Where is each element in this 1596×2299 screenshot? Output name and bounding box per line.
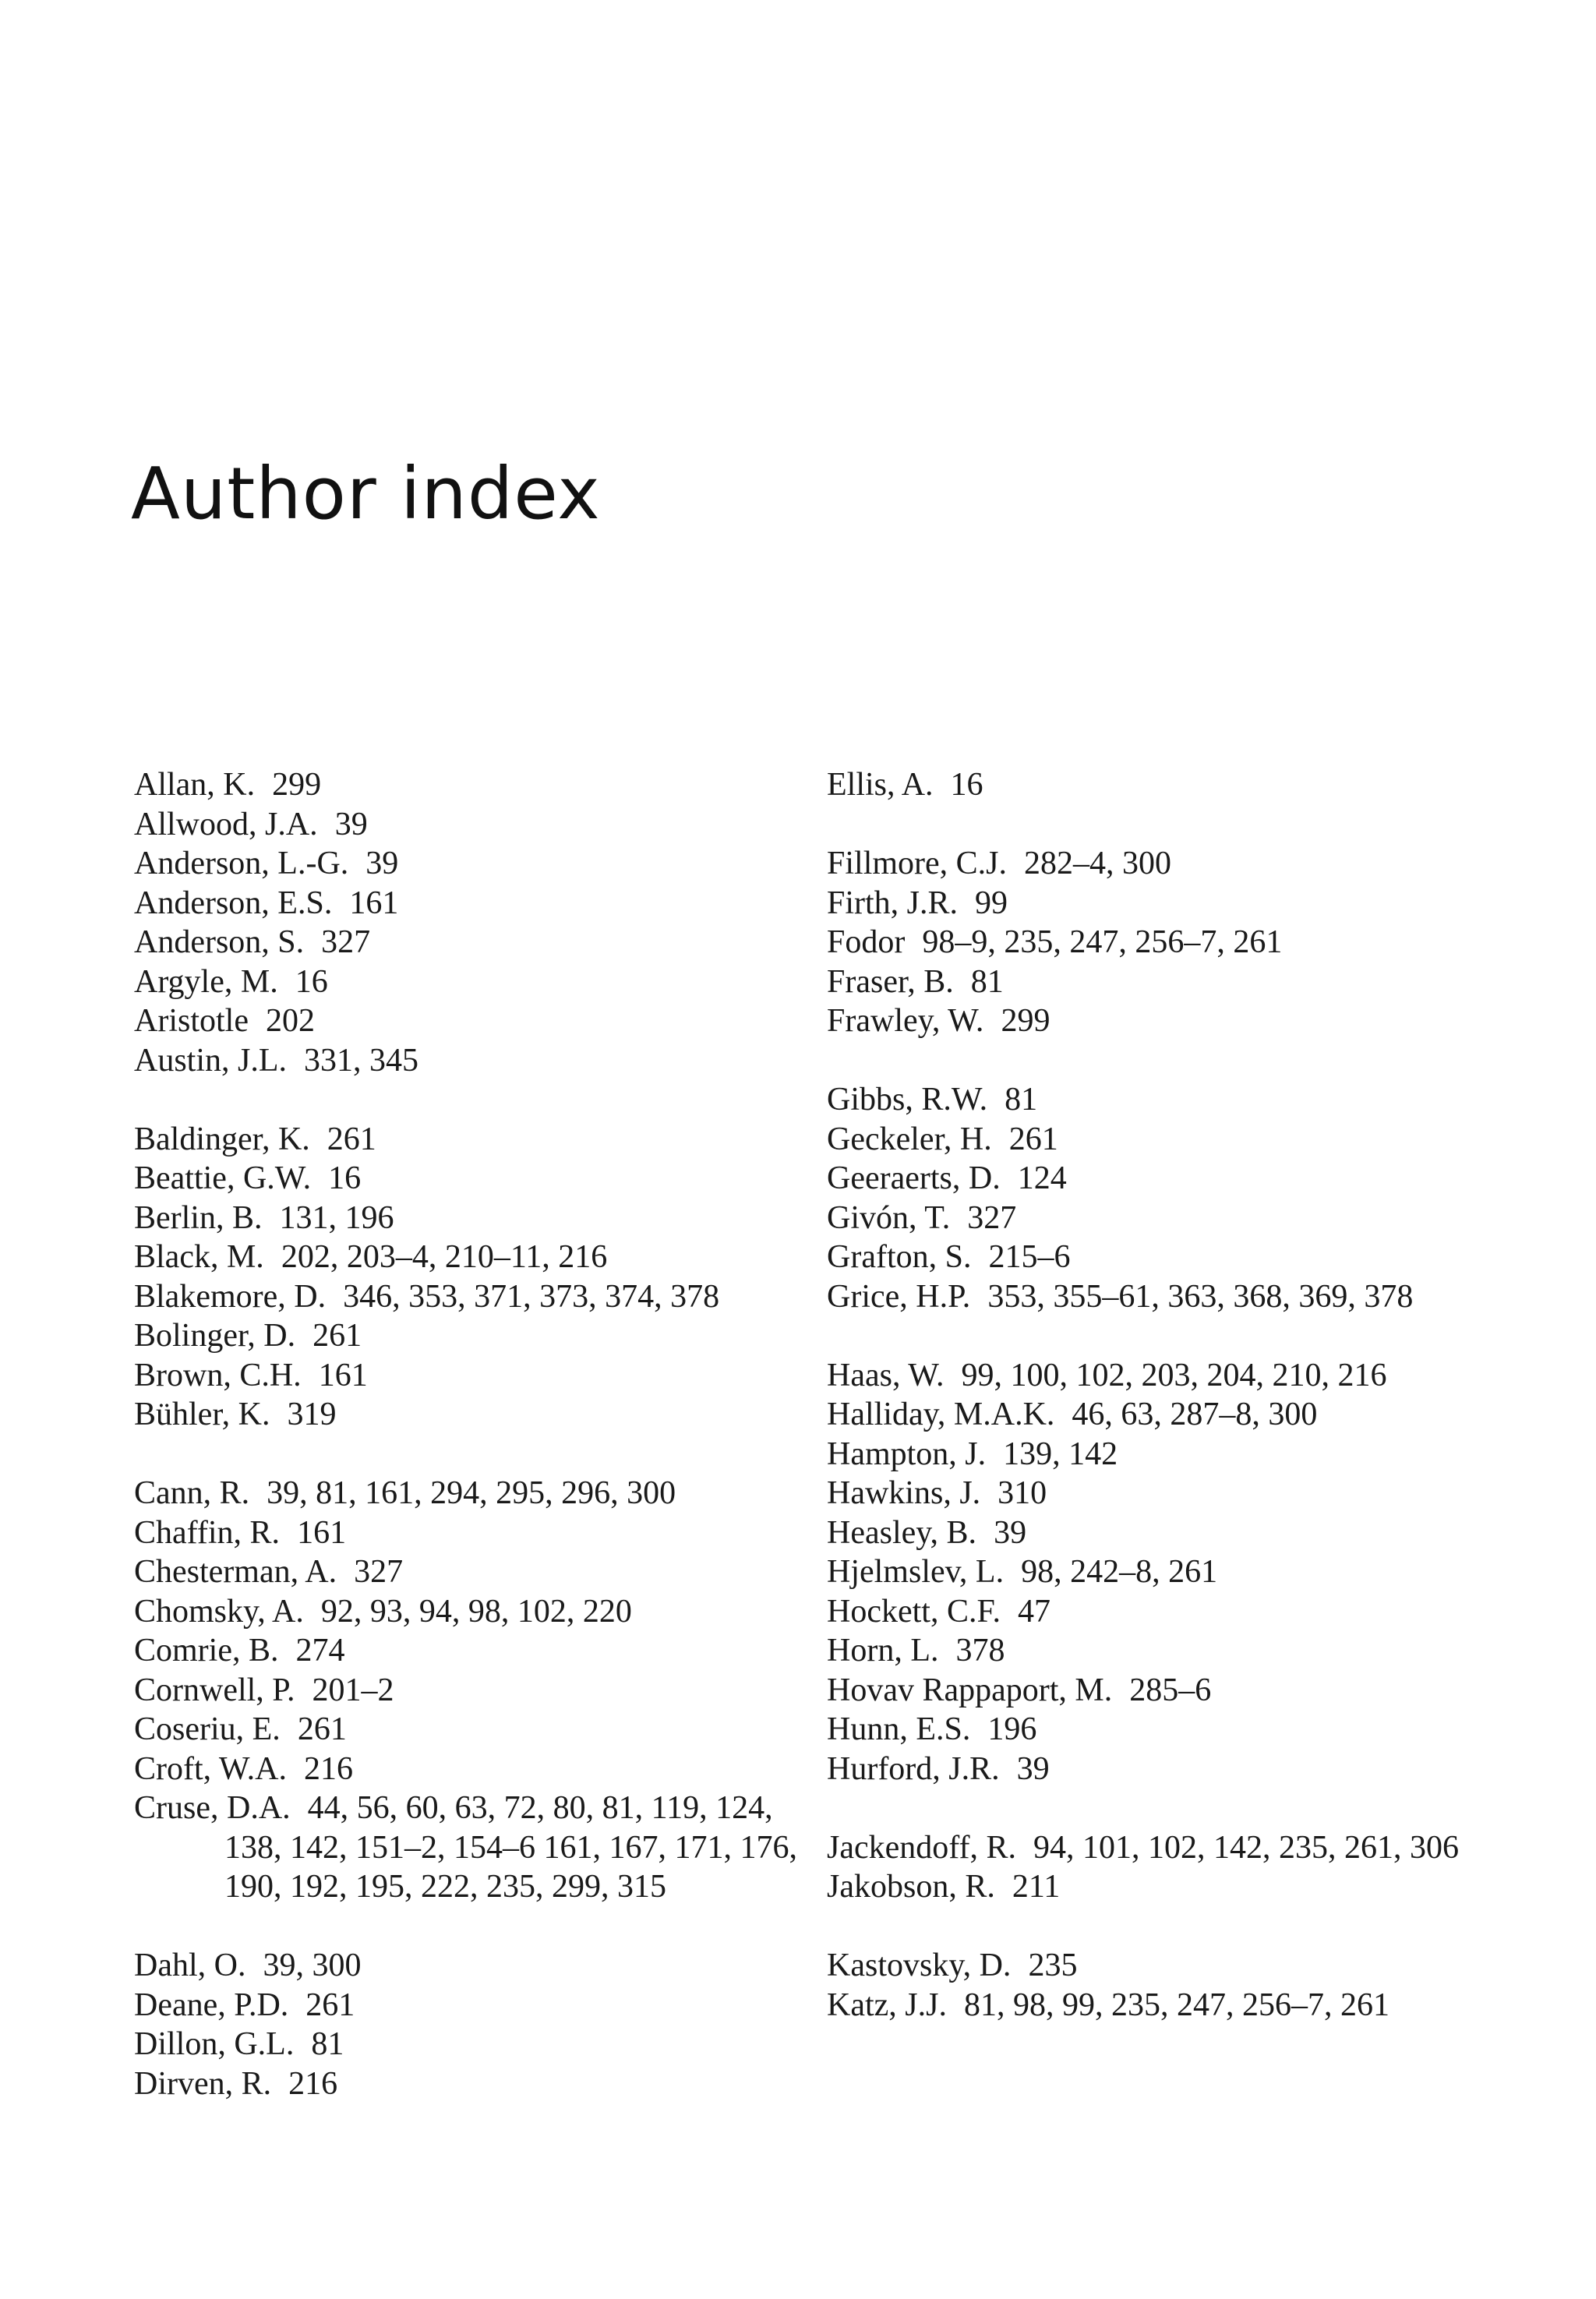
author-name: Blakemore, D. <box>134 1278 327 1315</box>
author-name: Chesterman, A. <box>134 1554 337 1590</box>
index-entry <box>134 1120 804 1160</box>
index-entry <box>827 1592 1528 1632</box>
page-references: 196 <box>987 1711 1037 1747</box>
index-entry <box>827 1199 1528 1238</box>
index-entry <box>134 1710 804 1750</box>
index-entry <box>134 1513 804 1553</box>
page-references: 39, 81, 161, 294, 295, 296, 300 <box>267 1475 676 1511</box>
index-column-right <box>827 765 1528 2064</box>
page-references: 274 <box>295 1633 345 1669</box>
index-entry <box>134 1041 804 1081</box>
index-entry <box>827 1120 1528 1160</box>
author-name: Argyle, M. <box>134 963 278 1000</box>
page-references: 353, 355–61, 363, 368, 369, 378 <box>987 1278 1414 1315</box>
index-entry <box>827 1671 1528 1711</box>
index-entry <box>827 1474 1528 1513</box>
page-references: 211 <box>1012 1869 1061 1905</box>
author-name: Jakobson, R. <box>827 1869 995 1905</box>
page-references: 299 <box>1001 1003 1050 1039</box>
letter-group <box>827 1356 1528 1789</box>
author-name: Allan, K. <box>134 767 256 803</box>
author-name: Black, M. <box>134 1239 264 1275</box>
author-name: Gibbs, R.W. <box>827 1082 988 1118</box>
author-name: Hampton, J. <box>827 1436 987 1472</box>
page-references: 39 <box>334 806 368 842</box>
page-references: 327 <box>967 1199 1017 1236</box>
page-references: 81 <box>311 2026 344 2062</box>
index-entry <box>827 1356 1528 1396</box>
author-name: Hovav Rappaport, M. <box>827 1672 1113 1708</box>
author-name: Austin, J.L. <box>134 1042 288 1079</box>
index-entry <box>134 1986 804 2025</box>
author-name: Grice, H.P. <box>827 1278 971 1315</box>
author-name: Cornwell, P. <box>134 1672 295 1708</box>
index-entry <box>134 1356 804 1396</box>
page-references: 39, 300 <box>263 1948 362 1983</box>
author-name: Hockett, C.F. <box>827 1593 1001 1630</box>
author-name: Dillon, G.L. <box>134 2026 295 2062</box>
author-name: Horn, L. <box>827 1633 939 1669</box>
page-references: 346, 353, 371, 373, 374, 378 <box>343 1278 720 1315</box>
page-references: 161 <box>297 1514 347 1551</box>
index-entry <box>134 1671 804 1711</box>
index-entry <box>134 2064 804 2104</box>
author-name: Hawkins, J. <box>827 1475 981 1511</box>
index-entry <box>827 1238 1528 1277</box>
letter-group <box>827 844 1528 1041</box>
page-references: 39 <box>994 1514 1027 1551</box>
author-name: Hjelmslev, L. <box>827 1554 1005 1590</box>
index-entry <box>134 765 804 805</box>
page-references: 319 <box>287 1397 337 1432</box>
author-name: Chaffin, R. <box>134 1514 281 1551</box>
index-entry <box>827 884 1528 923</box>
index-entry <box>134 1631 804 1671</box>
page-references: 16 <box>950 767 983 803</box>
page-references: 261 <box>305 1986 355 2023</box>
index-entry <box>827 1986 1528 2025</box>
index-entry <box>827 1435 1528 1474</box>
index-entry <box>134 1316 804 1356</box>
author-name: Kastovsky, D. <box>827 1948 1012 1983</box>
author-name: Halliday, M.A.K. <box>827 1397 1055 1432</box>
author-name: Baldinger, K. <box>134 1121 310 1157</box>
page-title: Author index <box>131 452 601 535</box>
page-references: 216 <box>288 2065 338 2102</box>
page-references: 261 <box>1008 1121 1058 1157</box>
author-name: Frawley, W. <box>827 1003 984 1039</box>
author-name: Bühler, K. <box>134 1397 270 1432</box>
page-references: 81, 98, 99, 235, 247, 256–7, 261 <box>963 1986 1389 2023</box>
page-references: 282–4, 300 <box>1024 846 1172 881</box>
page-references: 299 <box>272 767 322 803</box>
letter-group <box>134 765 804 1080</box>
index-column-left <box>134 765 804 2143</box>
index-entry <box>134 1159 804 1199</box>
index-entry <box>827 1946 1528 1986</box>
author-name: Geckeler, H. <box>827 1121 992 1157</box>
author-name: Beattie, G.W. <box>134 1160 312 1196</box>
page-references: 139, 142 <box>1003 1436 1118 1472</box>
index-entry <box>134 1474 804 1513</box>
author-name: Hurford, J.R. <box>827 1750 1000 1787</box>
index-entry <box>827 1395 1528 1435</box>
index-entry <box>827 923 1528 962</box>
author-name: Bolinger, D. <box>134 1318 296 1354</box>
author-name: Croft, W.A. <box>134 1750 288 1787</box>
author-name: Aristotle <box>134 1003 249 1039</box>
index-entry <box>134 962 804 1002</box>
author-name: Katz, J.J. <box>827 1986 947 2023</box>
index-entry <box>134 1199 804 1238</box>
page-references: 92, 93, 94, 98, 102, 220 <box>320 1593 632 1630</box>
author-name: Anderson, L.-G. <box>134 846 349 881</box>
page-references: 98, 242–8, 261 <box>1021 1554 1218 1590</box>
page-references: 81 <box>1005 1082 1038 1118</box>
index-entry <box>827 1710 1528 1750</box>
index-entry <box>827 765 1528 805</box>
page-references: 331, 345 <box>304 1042 419 1079</box>
page-references: 202, 203–4, 210–11, 216 <box>281 1239 608 1275</box>
author-name: Hunn, E.S. <box>827 1711 971 1747</box>
page-references: 327 <box>354 1554 404 1590</box>
index-entry <box>827 1001 1528 1041</box>
index-entry <box>134 1592 804 1632</box>
page-references: 131, 196 <box>279 1199 394 1236</box>
index-entry <box>134 1395 804 1435</box>
index-entry <box>827 1513 1528 1553</box>
author-name: Dahl, O. <box>134 1948 246 1983</box>
index-entry <box>134 2025 804 2064</box>
index-entry <box>827 1277 1528 1317</box>
page-references: 39 <box>1016 1750 1050 1787</box>
page-references: 235 <box>1028 1948 1078 1983</box>
page-references: 161 <box>318 1357 368 1393</box>
author-name: Haas, W. <box>827 1357 945 1393</box>
author-name: Geeraerts, D. <box>827 1160 1001 1196</box>
page-references: 16 <box>295 963 328 1000</box>
author-name: Firth, J.R. <box>827 885 959 921</box>
author-name: Anderson, S. <box>134 924 305 960</box>
page-references: 94, 101, 102, 142, 235, 261, 306 <box>1033 1829 1459 1866</box>
index-entry <box>134 805 804 845</box>
page-references: 310 <box>998 1475 1047 1511</box>
index-entry <box>827 1867 1528 1907</box>
page-references: 99, 100, 102, 203, 204, 210, 216 <box>961 1357 1387 1393</box>
index-entry <box>827 1080 1528 1120</box>
author-name: Cruse, D.A. <box>134 1790 291 1826</box>
author-name: Dirven, R. <box>134 2065 272 2102</box>
page-references: 99 <box>975 885 1008 921</box>
index-entry <box>134 1277 804 1317</box>
index-entry <box>827 1828 1528 1868</box>
letter-group <box>134 1474 804 1907</box>
letter-group <box>134 1946 804 2103</box>
author-name: Coseriu, E. <box>134 1711 281 1747</box>
author-name: Berlin, B. <box>134 1199 263 1236</box>
letter-group <box>827 765 1528 805</box>
author-name: Comrie, B. <box>134 1633 279 1669</box>
index-entry <box>134 923 804 962</box>
letter-group <box>827 1080 1528 1316</box>
page-references: 261 <box>312 1318 362 1354</box>
page-references: 124 <box>1017 1160 1067 1196</box>
page-references: 39 <box>365 846 399 881</box>
page-references: 378 <box>955 1633 1005 1669</box>
index-entry <box>134 844 804 884</box>
page-references: 327 <box>321 924 371 960</box>
index-entry <box>827 1631 1528 1671</box>
author-name: Fodor <box>827 924 906 960</box>
index-entry <box>827 1552 1528 1592</box>
page-references: 81 <box>970 963 1004 1000</box>
author-name: Chomsky, A. <box>134 1593 304 1630</box>
page-references: 202 <box>265 1003 315 1039</box>
letter-group <box>827 1946 1528 2025</box>
page-references: 261 <box>297 1711 347 1747</box>
author-name: Givón, T. <box>827 1199 951 1236</box>
page-references: 46, 63, 287–8, 300 <box>1072 1397 1318 1432</box>
index-entry <box>827 1750 1528 1789</box>
index-entry <box>134 1789 804 1907</box>
author-name: Anderson, E.S. <box>134 885 333 921</box>
index-entry <box>134 1238 804 1277</box>
page-references: 161 <box>349 885 399 921</box>
author-name: Ellis, A. <box>827 767 934 803</box>
author-name: Brown, C.H. <box>134 1357 302 1393</box>
page-references: 98–9, 235, 247, 256–7, 261 <box>922 924 1283 960</box>
author-name: Grafton, S. <box>827 1239 972 1275</box>
author-name: Deane, P.D. <box>134 1986 289 2023</box>
page-references: 261 <box>327 1121 376 1157</box>
author-name: Allwood, J.A. <box>134 806 318 842</box>
page-references: 285–6 <box>1129 1672 1212 1708</box>
index-entry <box>134 1750 804 1789</box>
author-name: Jackendoff, R. <box>827 1829 1016 1866</box>
page-references: 44, 56, 60, 63, 72, 80, 81, 119, 124, 138, 142, 151–2, 154–6 161, 167, 171, 176, 190, 192, 195, 222, 235, 299, 315 <box>224 1790 797 1905</box>
author-name: Fraser, B. <box>827 963 954 1000</box>
page-references: 201–2 <box>312 1672 394 1708</box>
page-references: 47 <box>1017 1593 1050 1630</box>
author-name: Fillmore, C.J. <box>827 846 1008 881</box>
index-entry <box>134 884 804 923</box>
index-entry <box>827 962 1528 1002</box>
letter-group <box>827 1828 1528 1907</box>
author-name: Heasley, B. <box>827 1514 977 1551</box>
index-entry <box>134 1946 804 1986</box>
index-entry <box>134 1001 804 1041</box>
letter-group <box>134 1120 804 1435</box>
page-references: 16 <box>328 1160 362 1196</box>
page-references: 215–6 <box>988 1239 1071 1275</box>
page-references: 216 <box>304 1750 354 1787</box>
index-entry <box>827 1159 1528 1199</box>
index-entry <box>827 844 1528 884</box>
index-entry <box>134 1552 804 1592</box>
author-name: Cann, R. <box>134 1475 250 1511</box>
